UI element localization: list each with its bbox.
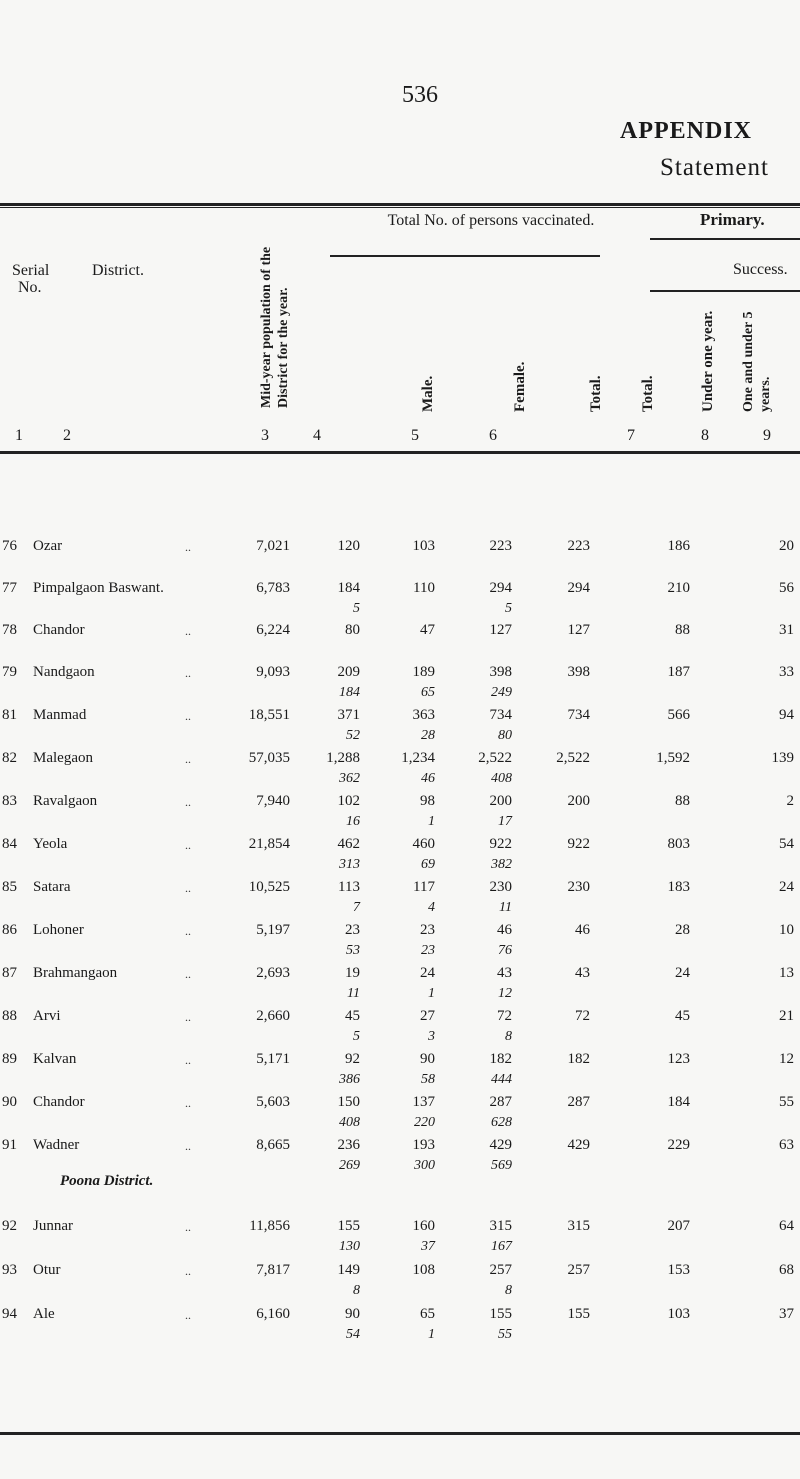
row-male-secondary: 5 [353, 1029, 360, 1044]
row-female-secondary: 1 [428, 986, 435, 1001]
row-one-to-five: 2 [786, 793, 794, 809]
row-female: 27 [420, 1008, 435, 1024]
row-female: 160 [412, 1218, 435, 1234]
row-male: 209 [337, 664, 360, 680]
row-male-secondary: 11 [347, 986, 360, 1001]
row-under-one: 803 [667, 836, 690, 852]
row-male: 92 [345, 1051, 360, 1067]
row-leader-dots: .. [185, 752, 191, 766]
row-leader-dots: .. [185, 709, 191, 723]
vaccinated-rule [330, 255, 600, 257]
row-one-to-five: 10 [779, 922, 794, 938]
row-male-secondary: 313 [339, 857, 360, 872]
row-total: 398 [489, 664, 512, 680]
row-under-one: 24 [675, 965, 690, 981]
colnum-5: 5 [411, 427, 419, 444]
row-male-secondary: 7 [353, 900, 360, 915]
row-serial: 91 [2, 1137, 17, 1153]
row-district: Nandgaon [33, 664, 95, 680]
table-bottom-rule [0, 1432, 800, 1435]
row-serial: 81 [2, 707, 17, 723]
row-female: 137 [412, 1094, 435, 1110]
row-population: 7,817 [256, 1262, 290, 1278]
row-leader-dots: .. [185, 881, 191, 895]
page-number: 536 [402, 82, 438, 108]
row-leader-dots: .. [185, 1264, 191, 1278]
row-population: 8,665 [256, 1137, 290, 1153]
row-district: Junnar [33, 1218, 73, 1234]
row-male: 113 [338, 879, 360, 895]
success-rule [650, 290, 800, 292]
header-population: Mid-year population of the District for the year. [259, 246, 291, 408]
header-district: District. [92, 262, 144, 279]
row-district: Otur [33, 1262, 61, 1278]
row-total-secondary: 11 [499, 900, 512, 915]
row-leader-dots: .. [185, 1139, 191, 1153]
row-female: 460 [412, 836, 435, 852]
row-male: 102 [337, 793, 360, 809]
row-female-secondary: 300 [414, 1158, 435, 1173]
colnum-7: 7 [627, 427, 635, 444]
row-success-total: 315 [567, 1218, 590, 1234]
row-population: 7,021 [256, 538, 290, 554]
row-district: Ozar [33, 538, 63, 554]
row-leader-dots: .. [185, 540, 191, 554]
row-total: 223 [489, 538, 512, 554]
row-population: 7,940 [256, 793, 290, 809]
row-success-total: 2,522 [556, 750, 590, 766]
row-population: 2,693 [256, 965, 290, 981]
colnum-4: 4 [313, 427, 321, 444]
row-total-secondary: 5 [505, 601, 512, 616]
row-female: 108 [412, 1262, 435, 1278]
header-success-total: Total. [640, 375, 656, 412]
row-under-one: 229 [667, 1137, 690, 1153]
row-total: 2,522 [478, 750, 512, 766]
row-leader-dots: .. [185, 1220, 191, 1234]
row-total: 182 [489, 1051, 512, 1067]
row-one-to-five: 56 [779, 580, 794, 596]
header-primary: Primary. [700, 210, 765, 229]
row-total: 43 [497, 965, 512, 981]
row-male-secondary: 386 [339, 1072, 360, 1087]
row-female-secondary: 3 [428, 1029, 435, 1044]
row-serial: 89 [2, 1051, 17, 1067]
row-under-one: 183 [667, 879, 690, 895]
row-serial: 93 [2, 1262, 17, 1278]
row-serial: 78 [2, 622, 17, 638]
row-leader-dots: .. [185, 624, 191, 638]
row-under-one: 1,592 [656, 750, 690, 766]
header-total-vaccinated: Total No. of persons vaccinated. [387, 212, 595, 229]
row-male-secondary: 362 [339, 771, 360, 786]
header-bottom-rule [0, 451, 800, 454]
row-success-total: 72 [575, 1008, 590, 1024]
row-success-total: 43 [575, 965, 590, 981]
row-total: 257 [489, 1262, 512, 1278]
row-population: 6,783 [256, 580, 290, 596]
row-total: 230 [489, 879, 512, 895]
row-total: 922 [489, 836, 512, 852]
row-district: Yeola [33, 836, 68, 852]
row-female-secondary: 65 [421, 685, 435, 700]
row-total-secondary: 167 [491, 1239, 512, 1254]
row-population: 6,160 [256, 1306, 290, 1322]
header-serial-no: No. [18, 279, 42, 296]
row-total: 287 [489, 1094, 512, 1110]
colnum-6: 6 [489, 427, 497, 444]
row-under-one: 103 [667, 1306, 690, 1322]
colnum-1: 1 [15, 427, 23, 444]
row-female-secondary: 1 [428, 1327, 435, 1342]
row-serial: 92 [2, 1218, 17, 1234]
row-success-total: 182 [567, 1051, 590, 1067]
row-female: 193 [412, 1137, 435, 1153]
row-one-to-five: 33 [779, 664, 794, 680]
row-total-secondary: 628 [491, 1115, 512, 1130]
row-total: 46 [497, 922, 512, 938]
row-female: 24 [420, 965, 435, 981]
row-one-to-five: 20 [779, 538, 794, 554]
row-male: 149 [337, 1262, 360, 1278]
row-leader-dots: .. [185, 666, 191, 680]
row-female: 103 [412, 538, 435, 554]
row-total: 72 [497, 1008, 512, 1024]
row-under-one: 186 [667, 538, 690, 554]
row-total: 294 [489, 580, 512, 596]
colnum-3: 3 [261, 427, 269, 444]
row-female: 363 [412, 707, 435, 723]
row-district: Chandor [33, 622, 85, 638]
row-success-total: 734 [567, 707, 590, 723]
row-female-secondary: 46 [421, 771, 435, 786]
row-male: 19 [345, 965, 360, 981]
row-total: 200 [489, 793, 512, 809]
row-leader-dots: .. [185, 967, 191, 981]
row-success-total: 429 [567, 1137, 590, 1153]
row-female-secondary: 4 [428, 900, 435, 915]
row-success-total: 398 [567, 664, 590, 680]
statement-heading: Statement [660, 154, 769, 181]
row-population: 5,603 [256, 1094, 290, 1110]
row-under-one: 153 [667, 1262, 690, 1278]
header-serial: Serial [12, 262, 50, 279]
row-one-to-five: 139 [771, 750, 794, 766]
row-male-secondary: 52 [346, 728, 360, 743]
row-population: 9,093 [256, 664, 290, 680]
table-row [0, 1306, 800, 1366]
row-female: 117 [413, 879, 435, 895]
row-female-secondary: 69 [421, 857, 435, 872]
row-population: 5,197 [256, 922, 290, 938]
row-female: 1,234 [401, 750, 435, 766]
row-success-total: 200 [567, 793, 590, 809]
row-population: 6,224 [256, 622, 290, 638]
row-district: Brahmangaon [33, 965, 118, 981]
row-one-to-five: 21 [779, 1008, 794, 1024]
row-serial: 84 [2, 836, 17, 852]
row-female: 47 [420, 622, 435, 638]
row-serial: 86 [2, 922, 17, 938]
row-under-one: 184 [667, 1094, 690, 1110]
row-serial: 82 [2, 750, 17, 766]
row-leader-dots: .. [185, 795, 191, 809]
row-male-secondary: 408 [339, 1115, 360, 1130]
row-total: 315 [489, 1218, 512, 1234]
row-female-secondary: 28 [421, 728, 435, 743]
row-total-secondary: 8 [505, 1029, 512, 1044]
appendix-heading: APPENDIX [620, 118, 752, 144]
row-total: 127 [489, 622, 512, 638]
row-under-one: 210 [667, 580, 690, 596]
row-district: Malegaon [33, 750, 93, 766]
district-heading: Poona District. [60, 1173, 154, 1189]
row-female: 23 [420, 922, 435, 938]
row-district: Ale [33, 1306, 55, 1322]
row-serial: 85 [2, 879, 17, 895]
row-serial: 79 [2, 664, 17, 680]
row-female-secondary: 23 [421, 943, 435, 958]
header-one-to-five: One and under 5 years. [741, 311, 773, 412]
row-total-secondary: 8 [505, 1283, 512, 1298]
row-one-to-five: 68 [779, 1262, 794, 1278]
row-one-to-five: 64 [779, 1218, 794, 1234]
row-under-one: 88 [675, 793, 690, 809]
row-male: 155 [337, 1218, 360, 1234]
row-leader-dots: .. [185, 1096, 191, 1110]
header-male: Male. [420, 375, 436, 412]
header-success: Success. [733, 261, 788, 278]
row-population: 18,551 [248, 707, 290, 723]
row-total-secondary: 569 [491, 1158, 512, 1173]
row-population: 2,660 [256, 1008, 290, 1024]
row-district: Manmad [33, 707, 87, 723]
row-total-secondary: 55 [498, 1327, 512, 1342]
row-male-secondary: 16 [346, 814, 360, 829]
colnum-8: 8 [701, 427, 709, 444]
row-male: 120 [337, 538, 360, 554]
row-male: 1,288 [326, 750, 360, 766]
row-one-to-five: 31 [779, 622, 794, 638]
row-serial: 77 [2, 580, 17, 596]
row-female: 98 [420, 793, 435, 809]
row-male: 45 [345, 1008, 360, 1024]
header-female: Female. [512, 361, 528, 412]
row-under-one: 88 [675, 622, 690, 638]
row-leader-dots: .. [185, 1010, 191, 1024]
row-one-to-five: 24 [779, 879, 794, 895]
row-serial: 90 [2, 1094, 17, 1110]
row-male-secondary: 130 [339, 1239, 360, 1254]
row-one-to-five: 13 [779, 965, 794, 981]
header-total: Total. [588, 375, 604, 412]
row-under-one: 123 [667, 1051, 690, 1067]
row-total: 155 [489, 1306, 512, 1322]
row-district: Ravalgaon [33, 793, 98, 809]
row-total-secondary: 382 [491, 857, 512, 872]
row-success-total: 127 [567, 622, 590, 638]
row-district: Arvi [33, 1008, 61, 1024]
row-female-secondary: 58 [421, 1072, 435, 1087]
row-male-secondary: 269 [339, 1158, 360, 1173]
row-female-secondary: 1 [428, 814, 435, 829]
table-top-rule [0, 203, 800, 206]
row-total-secondary: 76 [498, 943, 512, 958]
row-female-secondary: 220 [414, 1115, 435, 1130]
row-under-one: 207 [667, 1218, 690, 1234]
row-success-total: 257 [567, 1262, 590, 1278]
row-population: 57,035 [248, 750, 290, 766]
row-success-total: 223 [567, 538, 590, 554]
row-success-total: 287 [567, 1094, 590, 1110]
row-serial: 83 [2, 793, 17, 809]
row-district: Kalvan [33, 1051, 77, 1067]
row-male: 23 [345, 922, 360, 938]
row-district: Lohoner [33, 922, 84, 938]
row-serial: 76 [2, 538, 17, 554]
row-total: 429 [489, 1137, 512, 1153]
colnum-9: 9 [763, 427, 771, 444]
row-population: 5,171 [256, 1051, 290, 1067]
row-under-one: 28 [675, 922, 690, 938]
row-female-secondary: 37 [421, 1239, 435, 1254]
row-district: Wadner [33, 1137, 80, 1153]
row-total-secondary: 249 [491, 685, 512, 700]
row-female: 65 [420, 1306, 435, 1322]
row-serial: 88 [2, 1008, 17, 1024]
row-female: 90 [420, 1051, 435, 1067]
row-one-to-five: 54 [779, 836, 794, 852]
row-one-to-five: 94 [779, 707, 794, 723]
row-district: Satara [33, 879, 71, 895]
row-male-secondary: 54 [346, 1327, 360, 1342]
row-population: 21,854 [248, 836, 290, 852]
row-district: Chandor [33, 1094, 85, 1110]
row-male: 236 [337, 1137, 360, 1153]
row-leader-dots: .. [185, 924, 191, 938]
row-total-secondary: 444 [491, 1072, 512, 1087]
row-total-secondary: 17 [498, 814, 512, 829]
row-success-total: 155 [567, 1306, 590, 1322]
row-female: 189 [412, 664, 435, 680]
row-male: 371 [337, 707, 360, 723]
row-under-one: 187 [667, 664, 690, 680]
row-population: 10,525 [248, 879, 290, 895]
row-male-secondary: 53 [346, 943, 360, 958]
row-total: 734 [489, 707, 512, 723]
table-top-rule-thin [0, 207, 800, 208]
row-success-total: 294 [567, 580, 590, 596]
row-success-total: 922 [567, 836, 590, 852]
row-serial: 94 [2, 1306, 17, 1322]
row-male: 184 [337, 580, 360, 596]
row-under-one: 45 [675, 1008, 690, 1024]
row-total-secondary: 408 [491, 771, 512, 786]
row-male: 80 [345, 622, 360, 638]
row-serial: 87 [2, 965, 17, 981]
header-under-one: Under one year. [700, 310, 716, 412]
row-leader-dots: .. [185, 1053, 191, 1067]
row-under-one: 566 [667, 707, 690, 723]
row-male: 90 [345, 1306, 360, 1322]
row-male: 462 [337, 836, 360, 852]
row-success-total: 230 [567, 879, 590, 895]
row-male-secondary: 5 [353, 601, 360, 616]
row-district: Pimpalgaon Baswant. [33, 580, 164, 596]
row-success-total: 46 [575, 922, 590, 938]
row-population: 11,856 [249, 1218, 290, 1234]
row-male-secondary: 184 [339, 685, 360, 700]
row-one-to-five: 63 [779, 1137, 794, 1153]
row-one-to-five: 55 [779, 1094, 794, 1110]
colnum-2: 2 [63, 427, 71, 444]
row-one-to-five: 12 [779, 1051, 794, 1067]
row-total-secondary: 80 [498, 728, 512, 743]
row-leader-dots: .. [185, 838, 191, 852]
primary-rule [650, 238, 800, 240]
row-total-secondary: 12 [498, 986, 512, 1001]
row-one-to-five: 37 [779, 1306, 794, 1322]
row-male: 150 [337, 1094, 360, 1110]
row-male-secondary: 8 [353, 1283, 360, 1298]
row-female: 110 [413, 580, 435, 596]
row-leader-dots: .. [185, 1308, 191, 1322]
